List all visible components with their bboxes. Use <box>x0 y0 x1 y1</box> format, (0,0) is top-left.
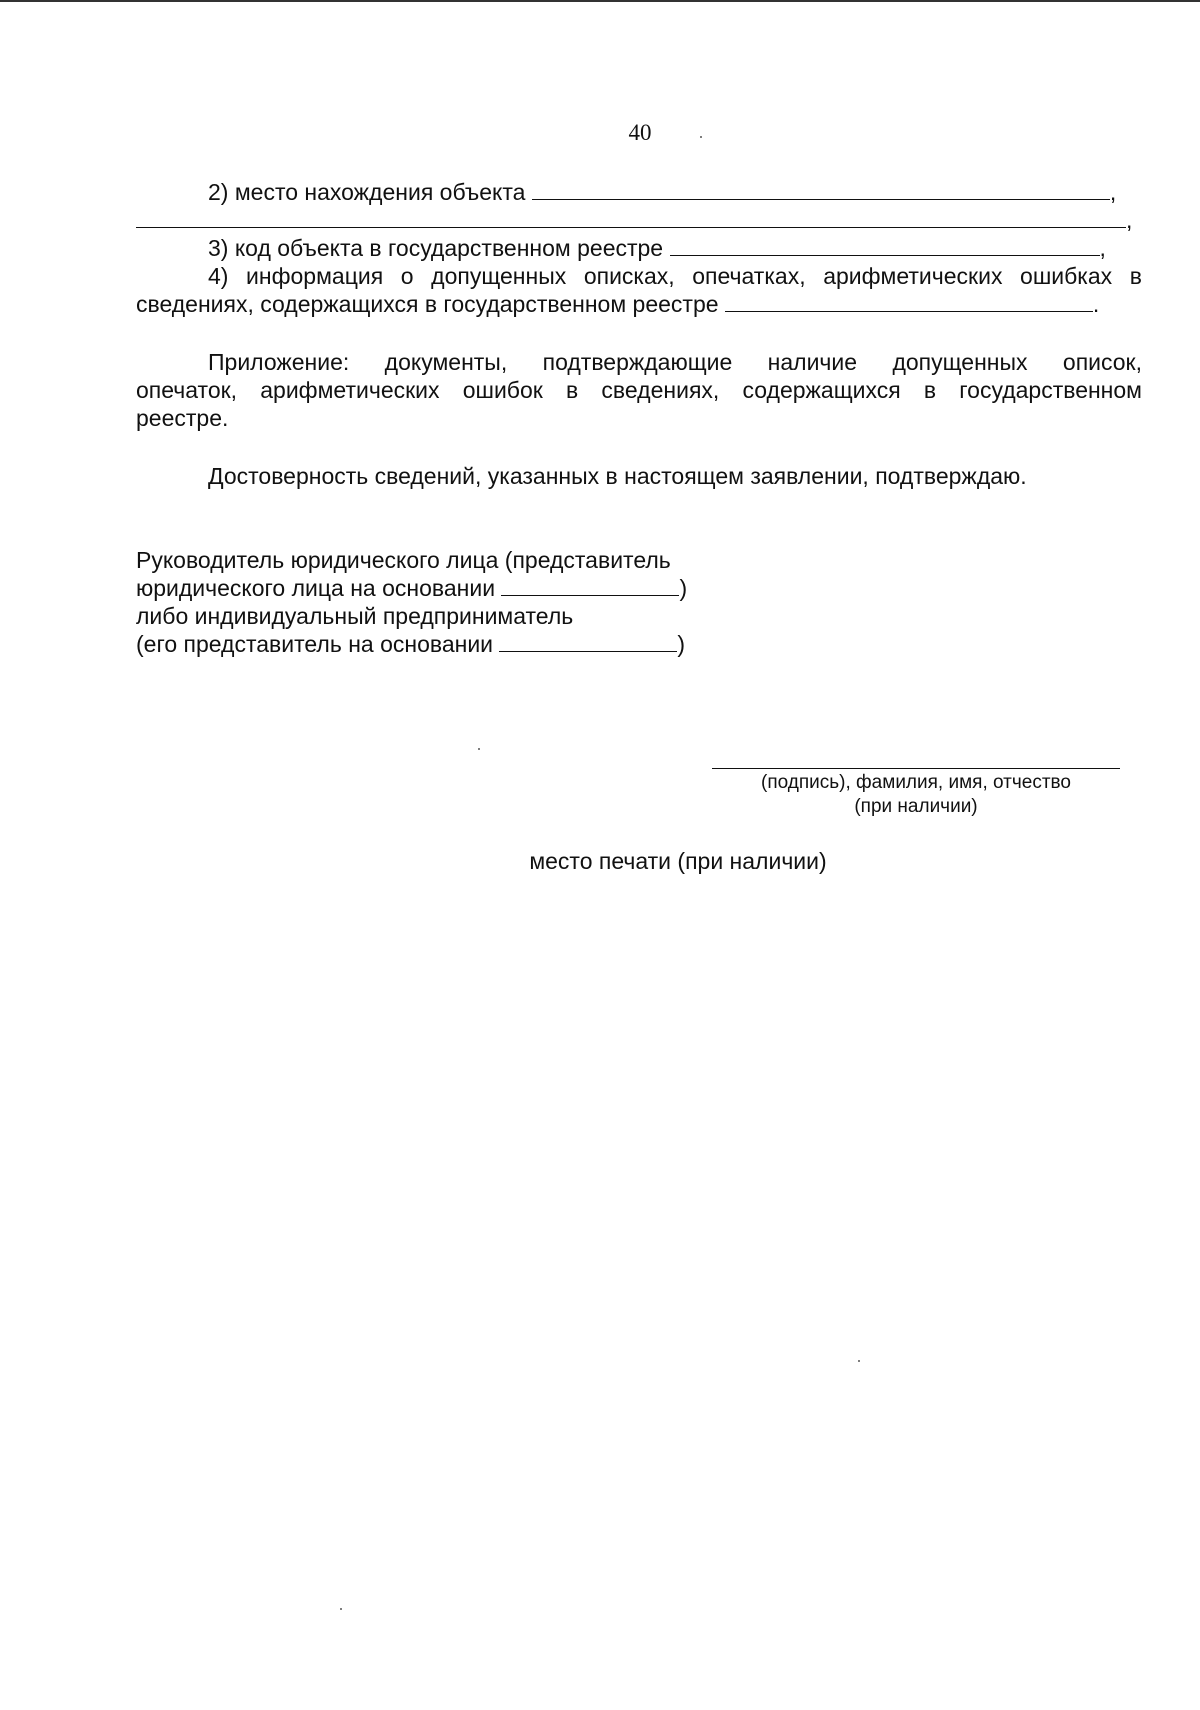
confirmation-paragraph <box>136 462 1142 490</box>
signatory-block <box>136 546 1142 658</box>
item-2 <box>136 178 1142 234</box>
signatory-line-2-paren: ) <box>679 575 688 601</box>
scan-speck <box>700 136 702 138</box>
signature-caption-line-2: (при наличии) <box>854 796 978 817</box>
signature-line[interactable] <box>712 768 1120 769</box>
item-3-line <box>136 234 1142 262</box>
item-4-line-2 <box>136 290 1142 318</box>
item-4-blank[interactable] <box>725 291 1093 312</box>
page-number: 40 <box>628 120 652 145</box>
signature-caption-line-1: (подпись), фамилия, имя, отчество <box>761 772 1071 793</box>
attachment-line-1: Приложение: документы, подтверждающие наличие допущенных описок, <box>208 349 1142 375</box>
item-3 <box>136 234 1142 262</box>
item-2-comma: , <box>1109 179 1117 205</box>
scan-speck <box>858 1360 860 1362</box>
signatory-line-3: либо индивидуальный предприниматель <box>136 603 574 629</box>
item-4-line-1: 4) информация о допущенных описках, опечатках, арифметических ошибках в <box>208 263 1142 289</box>
signatory-line-1: Руководитель юридического лица (представитель <box>136 547 671 573</box>
item-2-blank[interactable] <box>532 179 1110 200</box>
item-3-label: 3) код объекта в государственном реестре <box>208 235 664 261</box>
signatory-line-4-text: (его представитель на основании <box>136 631 494 657</box>
item-3-comma: , <box>1099 235 1106 261</box>
item-3-blank[interactable] <box>670 235 1100 256</box>
attachment-paragraph <box>136 348 1142 432</box>
signatory-line-2 <box>136 574 1142 602</box>
confirmation-text: Достоверность сведений, указанных в настоящем заявлении, подтверждаю. <box>208 463 1027 489</box>
item-2-continuation-comma: , <box>1126 207 1133 233</box>
scan-speck <box>340 1608 342 1610</box>
item-4-label: сведениях, содержащихся в государственном реестре <box>136 291 719 317</box>
seal-place-label: место печати (при наличии) <box>529 848 827 874</box>
scan-speck <box>478 748 480 750</box>
item-2-label: 2) место нахождения объекта <box>208 179 526 205</box>
signatory-line-4-paren: ) <box>677 631 686 657</box>
item-2-continuation-line <box>136 206 1142 234</box>
item-2-continuation-blank[interactable] <box>136 207 1126 228</box>
attachment-line-3: реестре. <box>136 405 229 431</box>
item-4 <box>136 262 1142 318</box>
legal-entity-basis-blank[interactable] <box>501 575 679 596</box>
item-4-period: . <box>1092 291 1100 317</box>
signatory-line-4 <box>136 630 1142 658</box>
signatory-line-2-text: юридического лица на основании <box>136 575 496 601</box>
attachment-line-2: опечаток, арифметических ошибок в сведениях, содержащихся в государственном <box>136 377 1142 403</box>
representative-basis-blank[interactable] <box>499 631 677 652</box>
item-2-line <box>136 178 1142 206</box>
top-border-rule <box>0 0 1200 2</box>
